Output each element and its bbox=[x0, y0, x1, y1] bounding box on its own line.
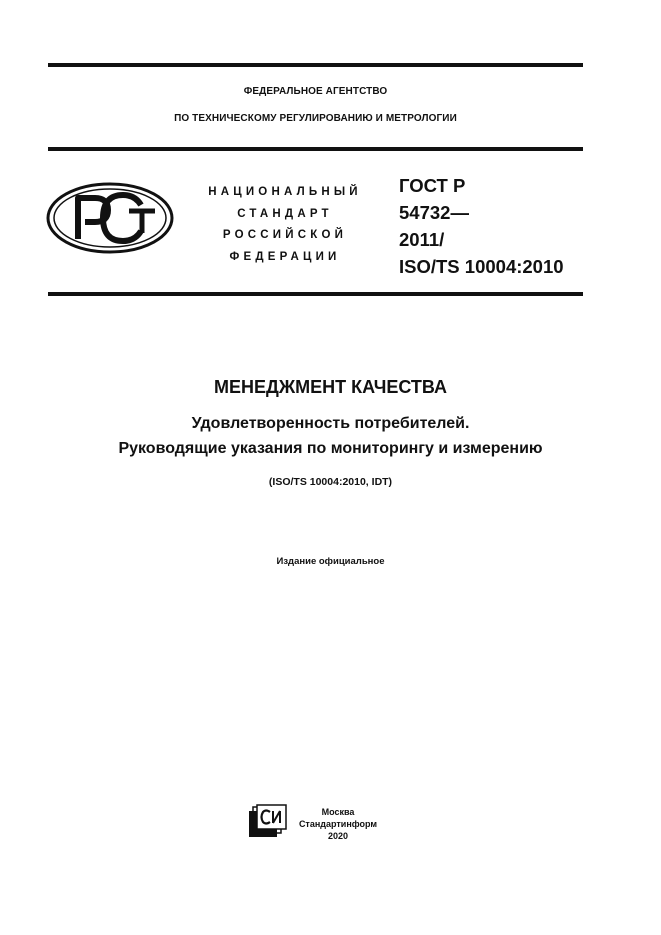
publisher-name: Стандартинформ bbox=[298, 819, 378, 829]
publisher-city: Москва bbox=[321, 807, 355, 817]
edition-note: Издание официальное bbox=[276, 556, 385, 567]
national-standard-line-3: РОССИЙСКОЙ bbox=[222, 229, 348, 241]
national-standard-line-4: ФЕДЕРАЦИИ bbox=[229, 250, 341, 263]
bottom-rule bbox=[48, 292, 583, 296]
middle-rule bbox=[48, 147, 583, 151]
standartinform-logo-icon bbox=[248, 804, 288, 838]
agency-name-line-1: ФЕДЕРАЛЬНОЕ АГЕНТСТВО bbox=[243, 86, 388, 97]
standard-designation bbox=[399, 172, 564, 280]
document-title: МЕНЕДЖМЕНТ КАЧЕСТВА bbox=[213, 377, 447, 397]
document-subtitle-line-2: Руководящие указания по мониторингу и измерению bbox=[118, 440, 543, 457]
iso-identity-note: (ISO/TS 10004:2010, IDT) bbox=[268, 476, 393, 488]
document-subtitle-line-1: Удовлетворенность потребителей. bbox=[191, 415, 470, 432]
publisher-year: 2020 bbox=[327, 831, 349, 841]
national-standard-line-2: СТАНДАРТ bbox=[237, 207, 333, 220]
publisher-imprint bbox=[296, 806, 380, 842]
national-standard-caption bbox=[185, 182, 385, 268]
top-rule bbox=[48, 63, 583, 67]
designation-line-4: ISO/TS 10004:2010 bbox=[399, 256, 564, 277]
designation-line-1: ГОСТ Р bbox=[399, 175, 466, 196]
rst-emblem-icon bbox=[45, 181, 175, 255]
agency-name-line-2: ПО ТЕХНИЧЕСКОМУ РЕГУЛИРОВАНИЮ И МЕТРОЛОГИИ bbox=[174, 113, 457, 124]
designation-line-2: 54732— bbox=[399, 202, 469, 223]
national-standard-line-1: НАЦИОНАЛЬНЫЙ bbox=[208, 186, 362, 198]
designation-line-3: 2011/ bbox=[399, 229, 445, 250]
